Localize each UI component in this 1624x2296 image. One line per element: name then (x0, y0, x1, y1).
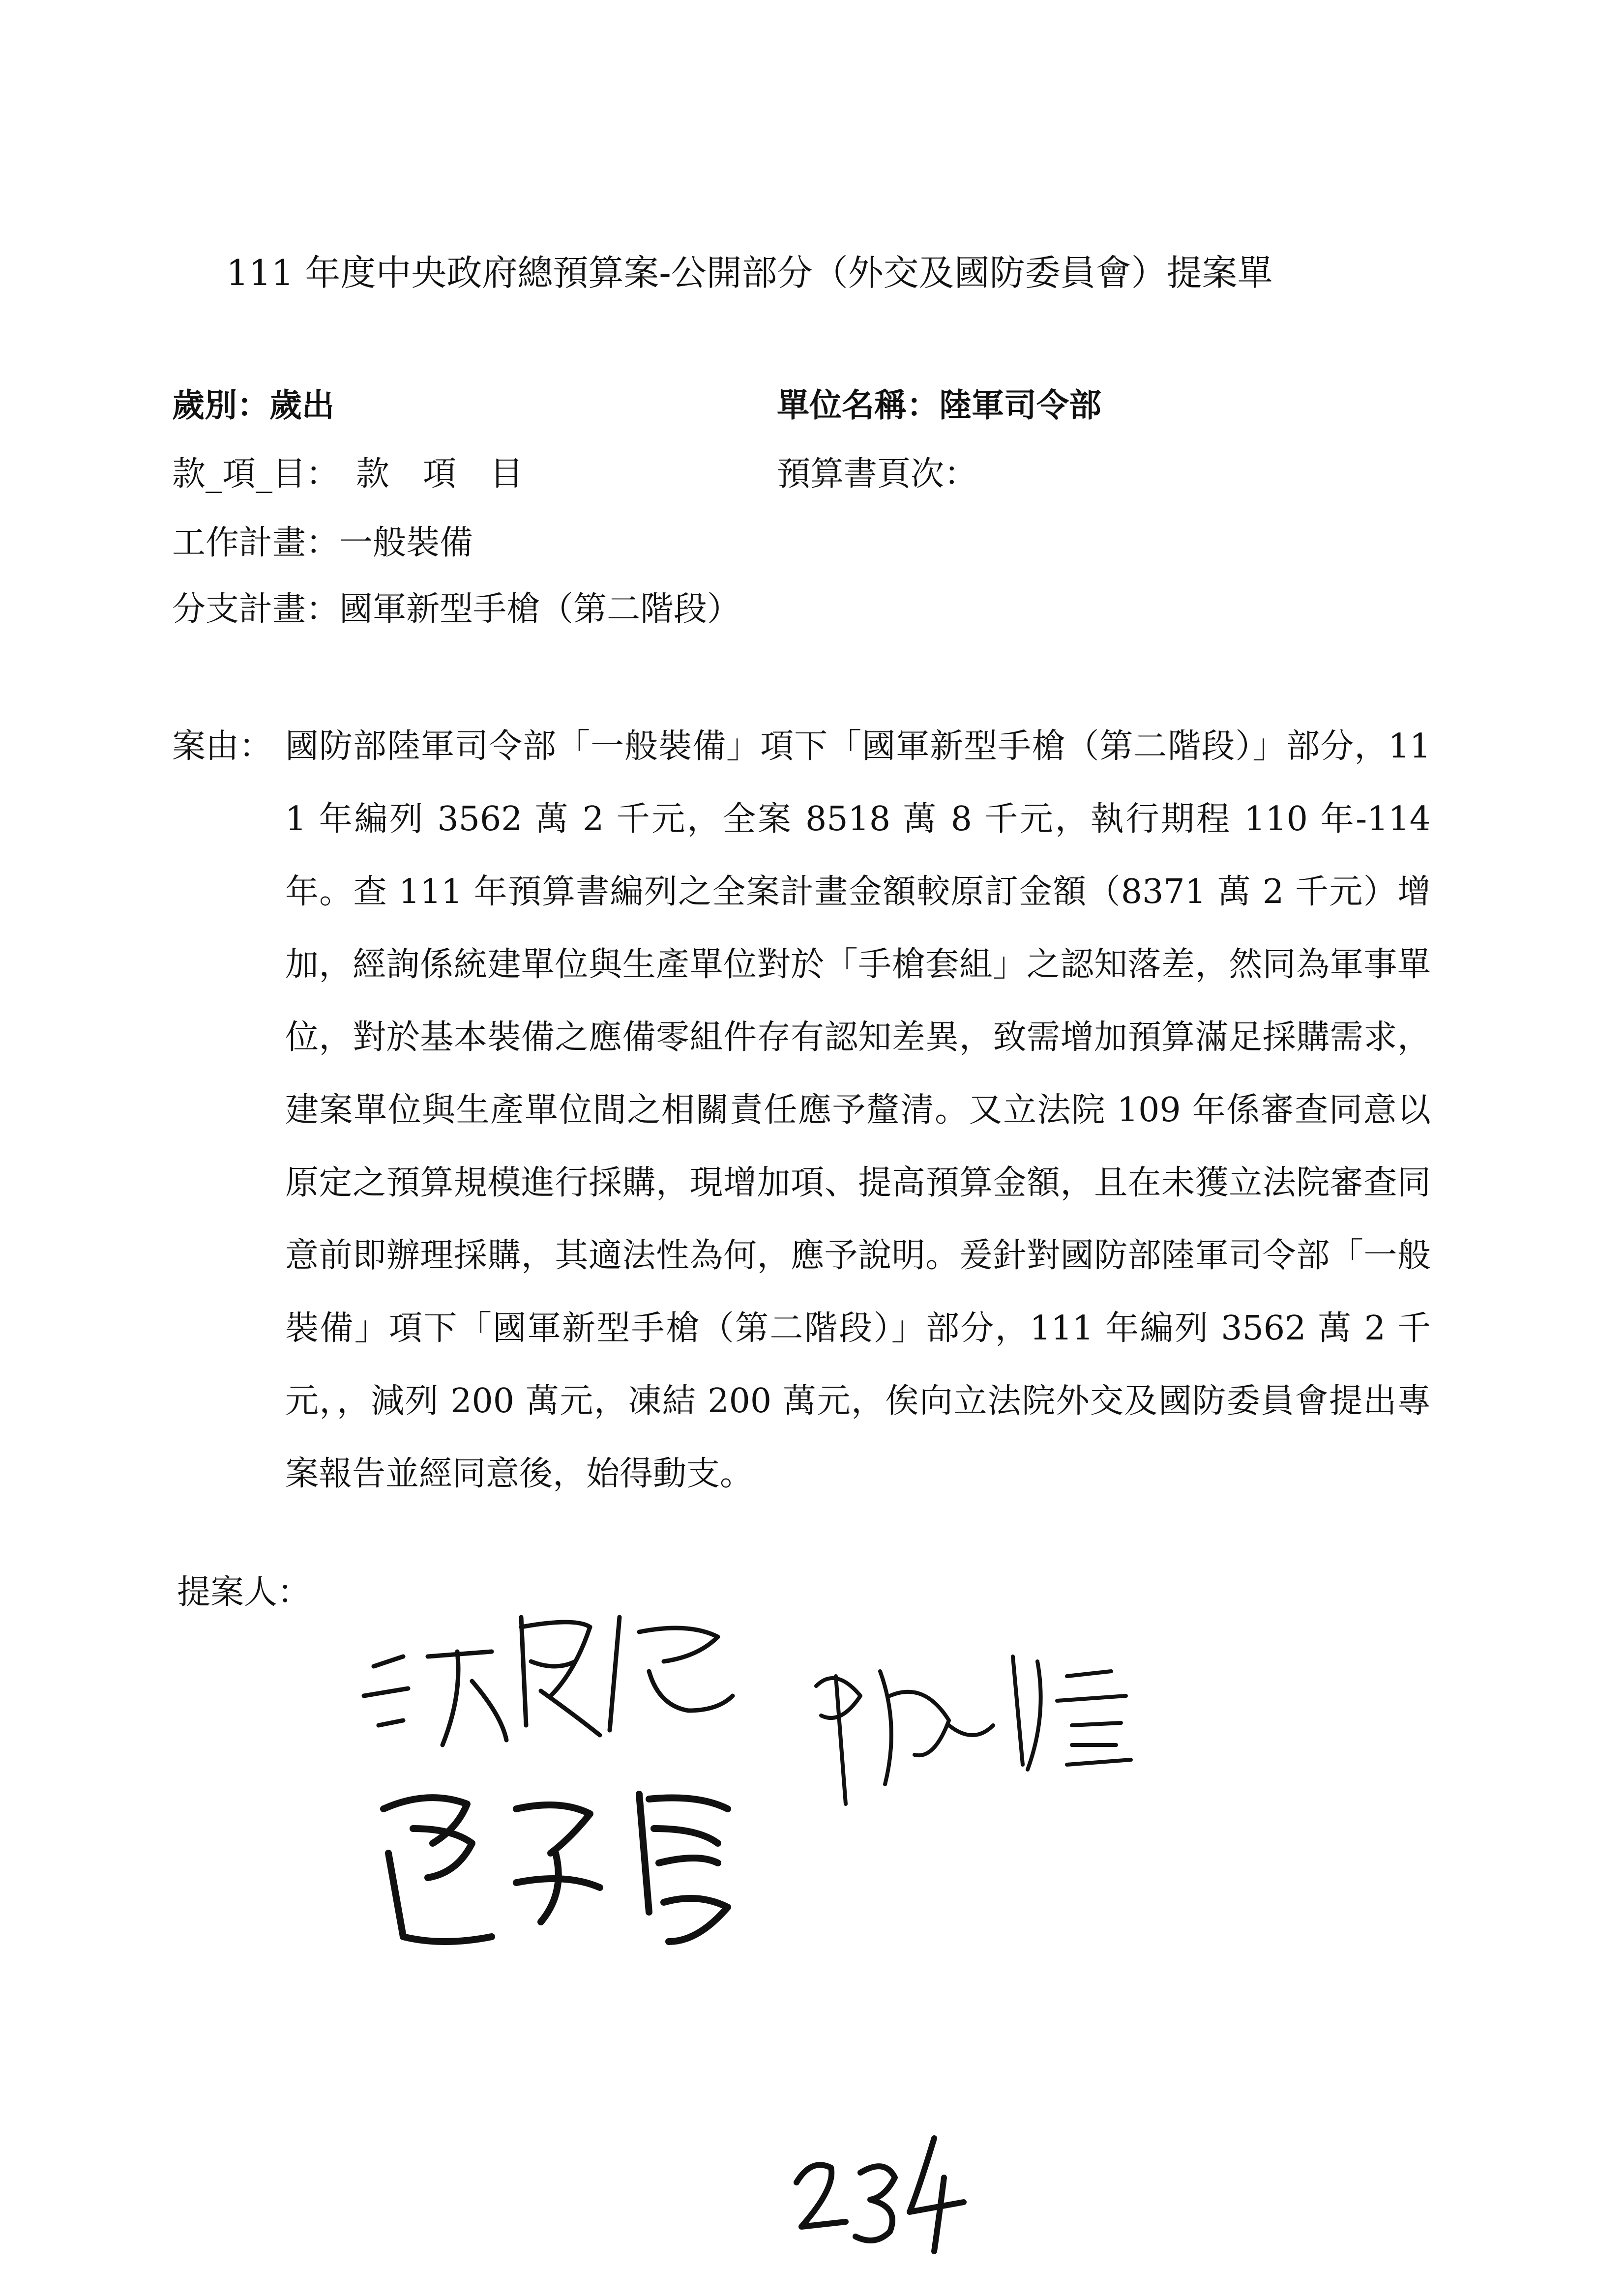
sub-plan-field: 分支計畫：國軍新型手槍（第二階段） (172, 590, 741, 629)
category-field: 歲別：歲出 (172, 386, 334, 424)
handwritten-page-number (787, 2128, 974, 2256)
reason-label: 案由： (172, 727, 273, 766)
handwritten-signatures (344, 1598, 1328, 1991)
signature-1 (364, 1617, 733, 1745)
signature-3 (384, 1794, 728, 1942)
document-title: 111 年度中央政府總預算案-公開部分（外交及國防委員會）提案單 (226, 252, 1273, 293)
unit-name-field: 單位名稱：陸軍司令部 (777, 386, 1101, 424)
signature-2 (816, 1657, 1131, 1804)
section-item-field: 款_項_目： 款 項 目 (172, 455, 524, 494)
work-plan-field: 工作計畫：一般裝備 (172, 523, 473, 562)
budget-page-field: 預算書頁次： (777, 455, 978, 494)
proposer-label: 提案人： (177, 1573, 311, 1612)
reason-text: 國防部陸軍司令部「一般裝備」項下「國軍新型手槍（第二階段）」部分，111 年編列 3562 萬 2 千元，全案 8518 萬 8 千元，執行期程 110 年-114 年。查 111 年預算書編列之全案計畫金額較原訂金額（8371 萬 2 千元）增加，經詢係統建單位與生產單位對於「手槍套組」之認知落差，然同為軍事單位，對於基本裝備之應備零組件存有認知差異，致需增加預算滿足採購需求，建案單位與生產單位間之相關責任應予釐清。又立法院 109 年係審查同意以原定之預算規模進行採購，現增加項、提高預算金額，且在未獲立法院審查同意前即辦理採購，其適法性為何，應予說明。爰針對國防部陸軍司令部「一般裝備」項下「國軍新型手槍（第二階段）」部分，111 年編列 3562 萬 2 千元，，減列 200 萬元，凍結 200 萬元，俟向立法院外交及國防委員會提出專案報告並經同意後，始得動支。 (285, 727, 1431, 1493)
